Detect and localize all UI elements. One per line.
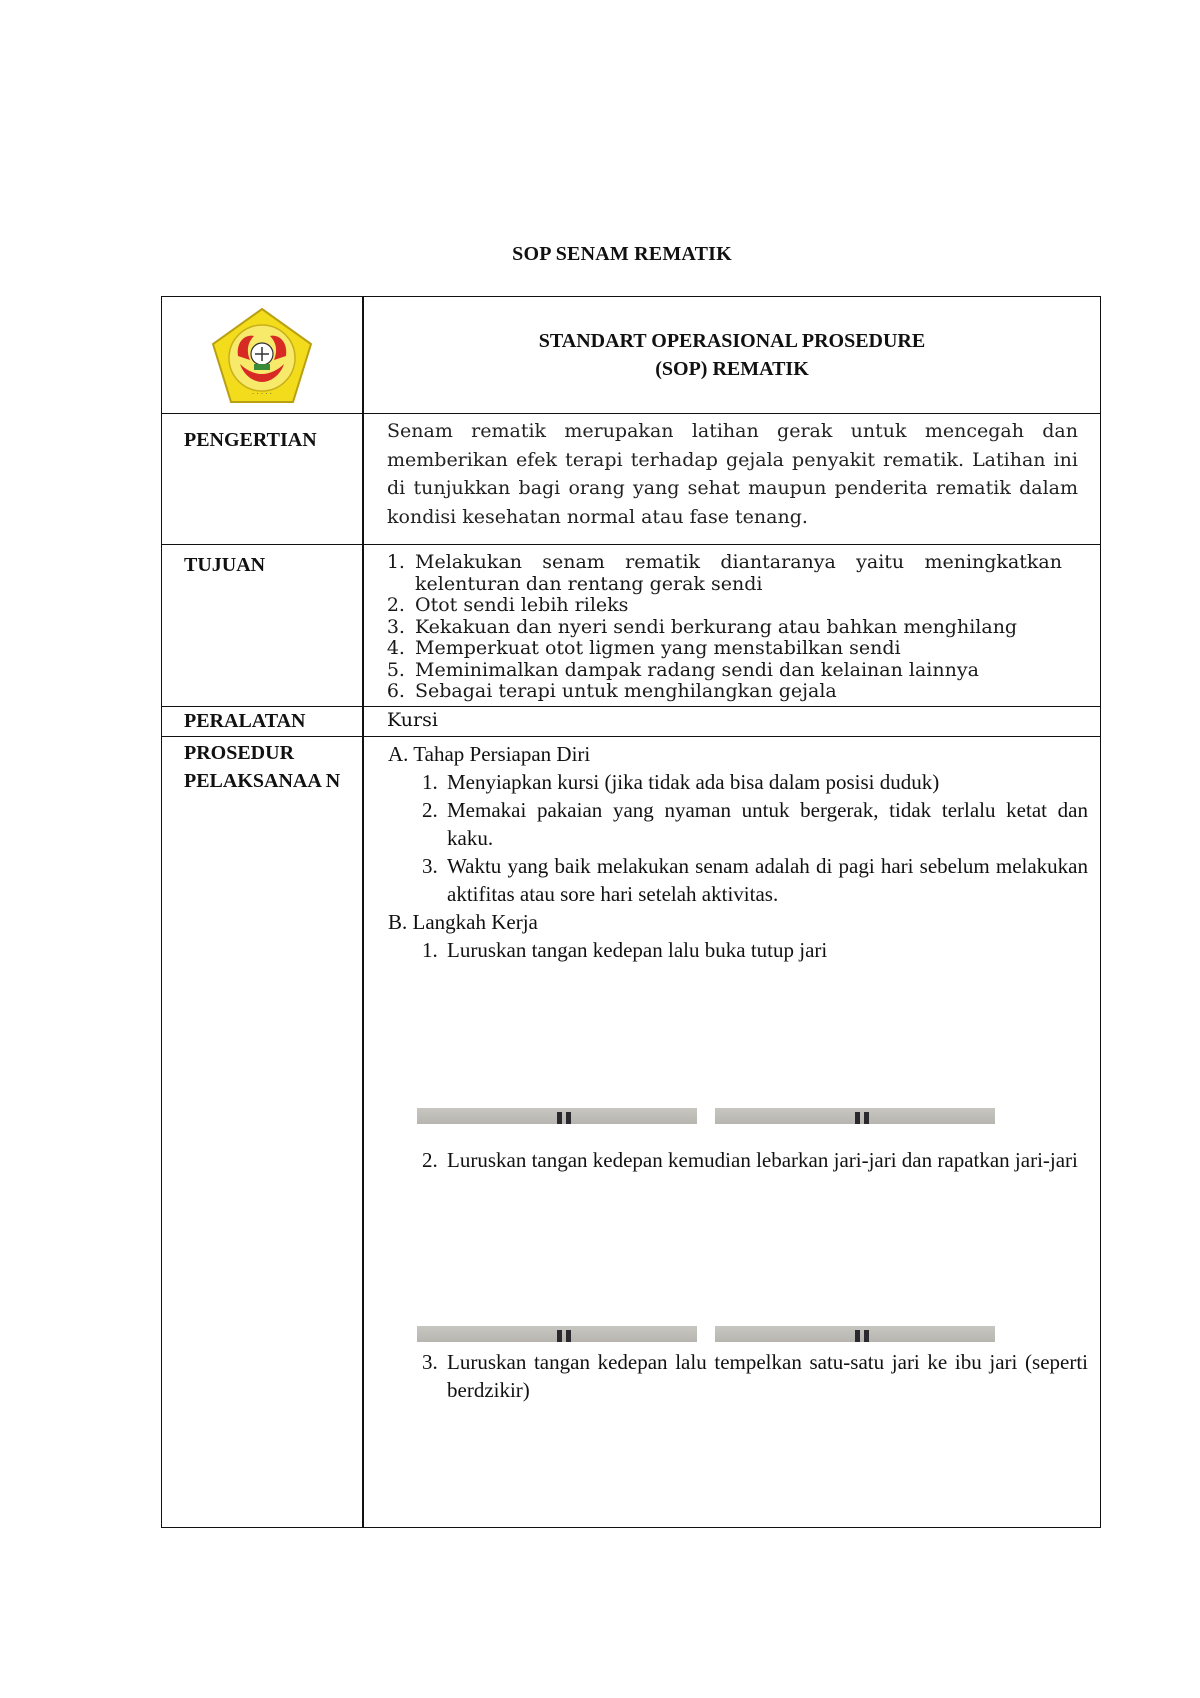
header-title-cell <box>363 297 1101 414</box>
header-line1: STANDART OPERASIONAL PROSEDURE <box>538 330 926 352</box>
pengertian-row <box>162 414 1101 545</box>
list-item: 3. Waktu yang baik melakukan senam adalah di pagi hari sebelum melakukan aktifitas atau sore hari setelah aktivitas. <box>443 852 1088 908</box>
logo-cell <box>162 297 364 414</box>
list-item: 2. Luruskan tangan kedepan kemudian lebarkan jari-jari dan rapatkan jari-jari <box>443 1146 1088 1174</box>
list-item: 2. Otot sendi lebih rileks <box>411 595 1062 617</box>
section-a-heading: A. Tahap Persiapan Diri <box>388 742 591 766</box>
step1-photos <box>417 1108 1088 1124</box>
langkah-list-2 <box>388 1146 1088 1174</box>
peralatan-row <box>162 707 1101 737</box>
tujuan-row <box>162 545 1101 707</box>
list-item: 1. Melakukan senam rematik diantaranya yaitu meningkatkan kelenturan dan rentang gerak sendi <box>411 552 1062 595</box>
prosedur-label: PROSEDUR PELAKSANAA N <box>184 742 341 792</box>
list-item: 4. Memperkuat otot ligmen yang menstabilkan sendi <box>411 638 1062 660</box>
peralatan-text: Kursi <box>387 709 438 731</box>
list-item: 2. Memakai pakaian yang nyaman untuk bergerak, tidak terlalu ketat dan kaku. <box>443 796 1088 852</box>
exercise-photo <box>715 1108 995 1124</box>
list-item: 3. Kekakuan dan nyeri sendi berkurang atau bahkan menghilang <box>411 617 1062 639</box>
svg-text:· · · · ·: · · · · · <box>251 390 273 398</box>
peralatan-label: PERALATAN <box>184 710 306 732</box>
exercise-photo <box>417 1108 697 1124</box>
step2-photos <box>417 1326 1088 1342</box>
list-item: 1. Menyiapkan kursi (jika tidak ada bisa dalam posisi duduk) <box>443 768 1088 796</box>
persiapan-list <box>388 768 1088 908</box>
exercise-photo <box>417 1326 697 1342</box>
section-b-heading: B. Langkah Kerja <box>388 910 538 934</box>
pengertian-text: Senam rematik merupakan latihan gerak untuk mencegah dan memberikan efek terapi terhadap gejala penyakit rematik. Latihan ini di tunjukkan bagi orang yang sehat maupun penderita rematik dalam kondisi kesehatan normal atau fase tenang. <box>387 420 1078 528</box>
langkah-list-3 <box>388 1348 1088 1404</box>
document-title: SOP SENAM REMATIK <box>512 243 732 265</box>
list-item: 3. Luruskan tangan kedepan lalu tempelkan satu-satu jari ke ibu jari (seperti berdzikir) <box>443 1348 1088 1404</box>
prosedur-row <box>162 737 1101 1528</box>
list-item: 6. Sebagai terapi untuk menghilangkan gejala <box>411 681 1062 703</box>
pengertian-label: PENGERTIAN <box>184 429 317 451</box>
langkah-list-1 <box>388 936 1088 964</box>
exercise-photo <box>715 1326 995 1342</box>
sop-table <box>161 296 1101 1528</box>
tujuan-label: TUJUAN <box>184 554 266 576</box>
header-line2: (SOP) REMATIK <box>655 358 809 380</box>
header-row <box>162 297 1101 414</box>
institution-logo <box>208 306 316 406</box>
tujuan-list <box>364 545 1100 703</box>
list-item: 1. Luruskan tangan kedepan lalu buka tutup jari <box>443 936 1088 964</box>
list-item: 5. Meminimalkan dampak radang sendi dan kelainan lainnya <box>411 660 1062 682</box>
